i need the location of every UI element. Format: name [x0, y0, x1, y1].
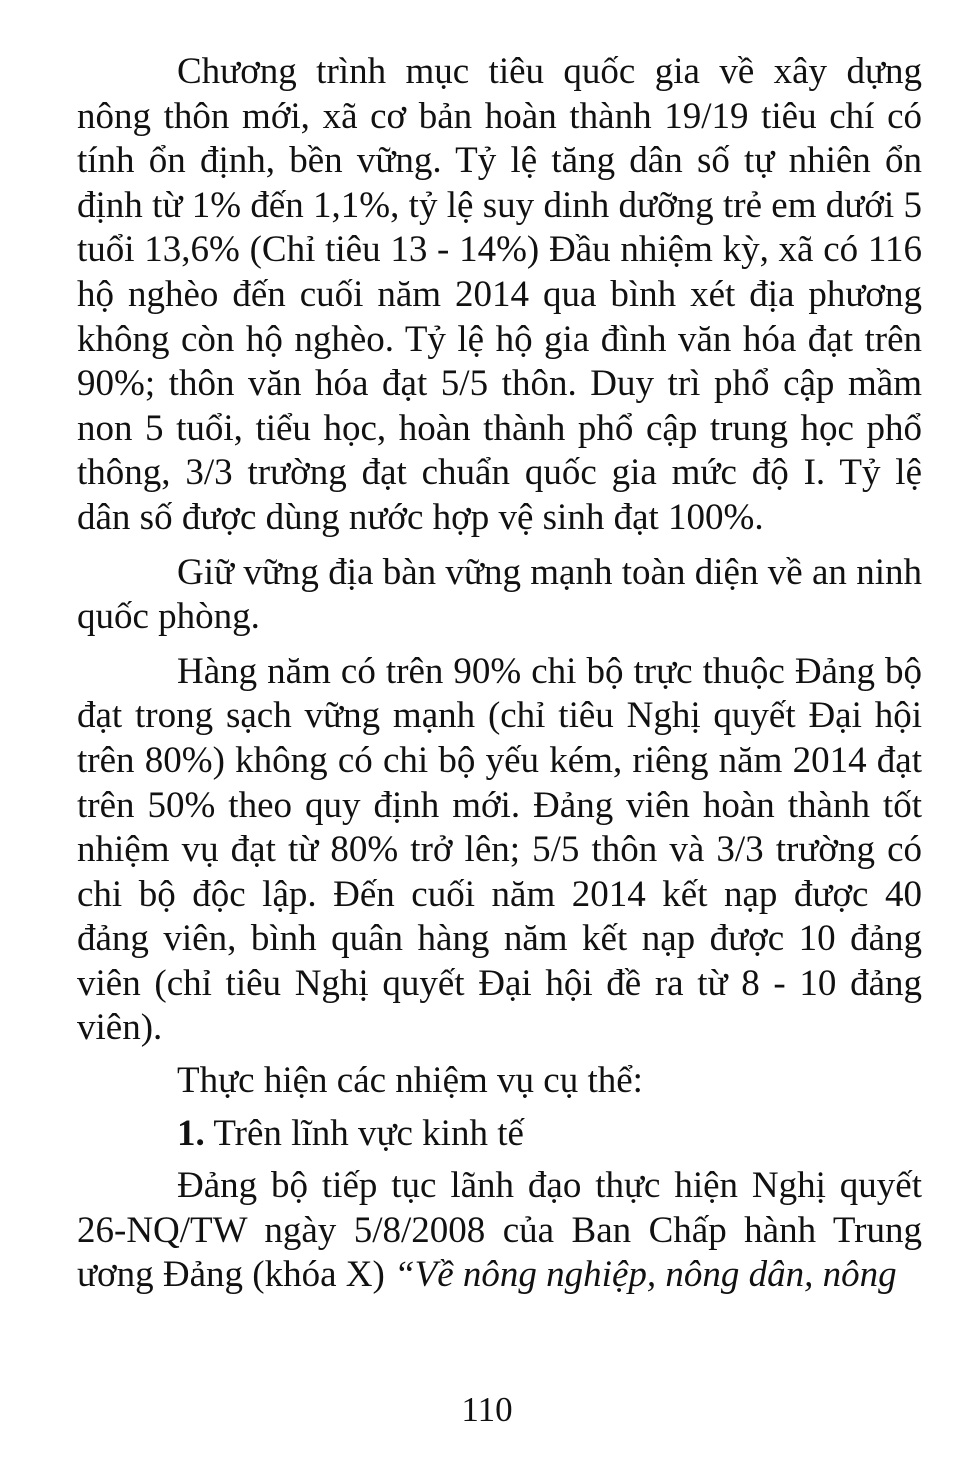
paragraph-resolution — [77, 1164, 922, 1298]
section-title: Trên lĩnh vực kinh tế — [213, 1112, 524, 1154]
paragraph-security-defense: Giữ vững địa bàn vững mạnh toàn diện về an ninh quốc phòng. — [77, 551, 922, 638]
resolution-quote: “Về nông nghiệp, nông dân, nông — [394, 1254, 897, 1296]
section-number: 1. — [177, 1112, 205, 1154]
page-body — [77, 50, 922, 1308]
page-number: 110 — [461, 1390, 513, 1429]
paragraph-new-rural-program: Chương trình mục tiêu quốc gia về xây dựng nông thôn mới, xã cơ bản hoàn thành 19/19 tiêu chí có tính ổn định, bền vững. Tỷ lệ tăng dân số tự nhiên ổn định từ 1% đến 1,1%, tỷ lệ suy dinh dưỡng trẻ em dưới 5 tuổi 13,6% (Chỉ tiêu 13 - 14%) Đầu nhiệm kỳ, xã có 116 hộ nghèo đến cuối năm 2014 qua bình xét địa phương không còn hộ nghèo. Tỷ lệ hộ gia đình văn hóa đạt trên 90%; thôn văn hóa đạt 5/5 thôn. Duy trì phổ cập mầm non 5 tuổi, tiểu học, hoàn thành phổ cập trung học phổ thông, 3/3 trường đạt chuẩn quốc gia mức độ I. Tỷ lệ dân số được dùng nước hợp vệ sinh đạt 100%. — [77, 51, 922, 538]
section-heading — [77, 1112, 922, 1157]
resolution-text: Đảng bộ tiếp tục lãnh đạo thực hiện Nghị quyết 26-NQ/TW ngày 5/8/2008 của Ban Chấp hành Trung ương Đảng (khóa X) — [77, 1165, 922, 1296]
paragraph-specific-tasks: Thực hiện các nhiệm vụ cụ thể: — [177, 1060, 643, 1102]
paragraph-party-building: Hàng năm có trên 90% chi bộ trực thuộc Đảng bộ đạt trong sạch vững mạnh (chỉ tiêu Nghị quyết Đại hội trên 80%) không có chi bộ yếu kém, riêng năm 2014 đạt trên 50% theo quy định mới. Đảng viên hoàn thành tốt nhiệm vụ đạt từ 80% trở lên; 5/5 thôn và 3/3 trường có chi bộ độc lập. Đến cuối năm 2014 kết nạp được 40 đảng viên, bình quân hàng năm kết nạp được 10 đảng viên (chỉ tiêu Nghị quyết Đại hội đề ra từ 8 - 10 đảng viên). — [77, 650, 922, 1049]
